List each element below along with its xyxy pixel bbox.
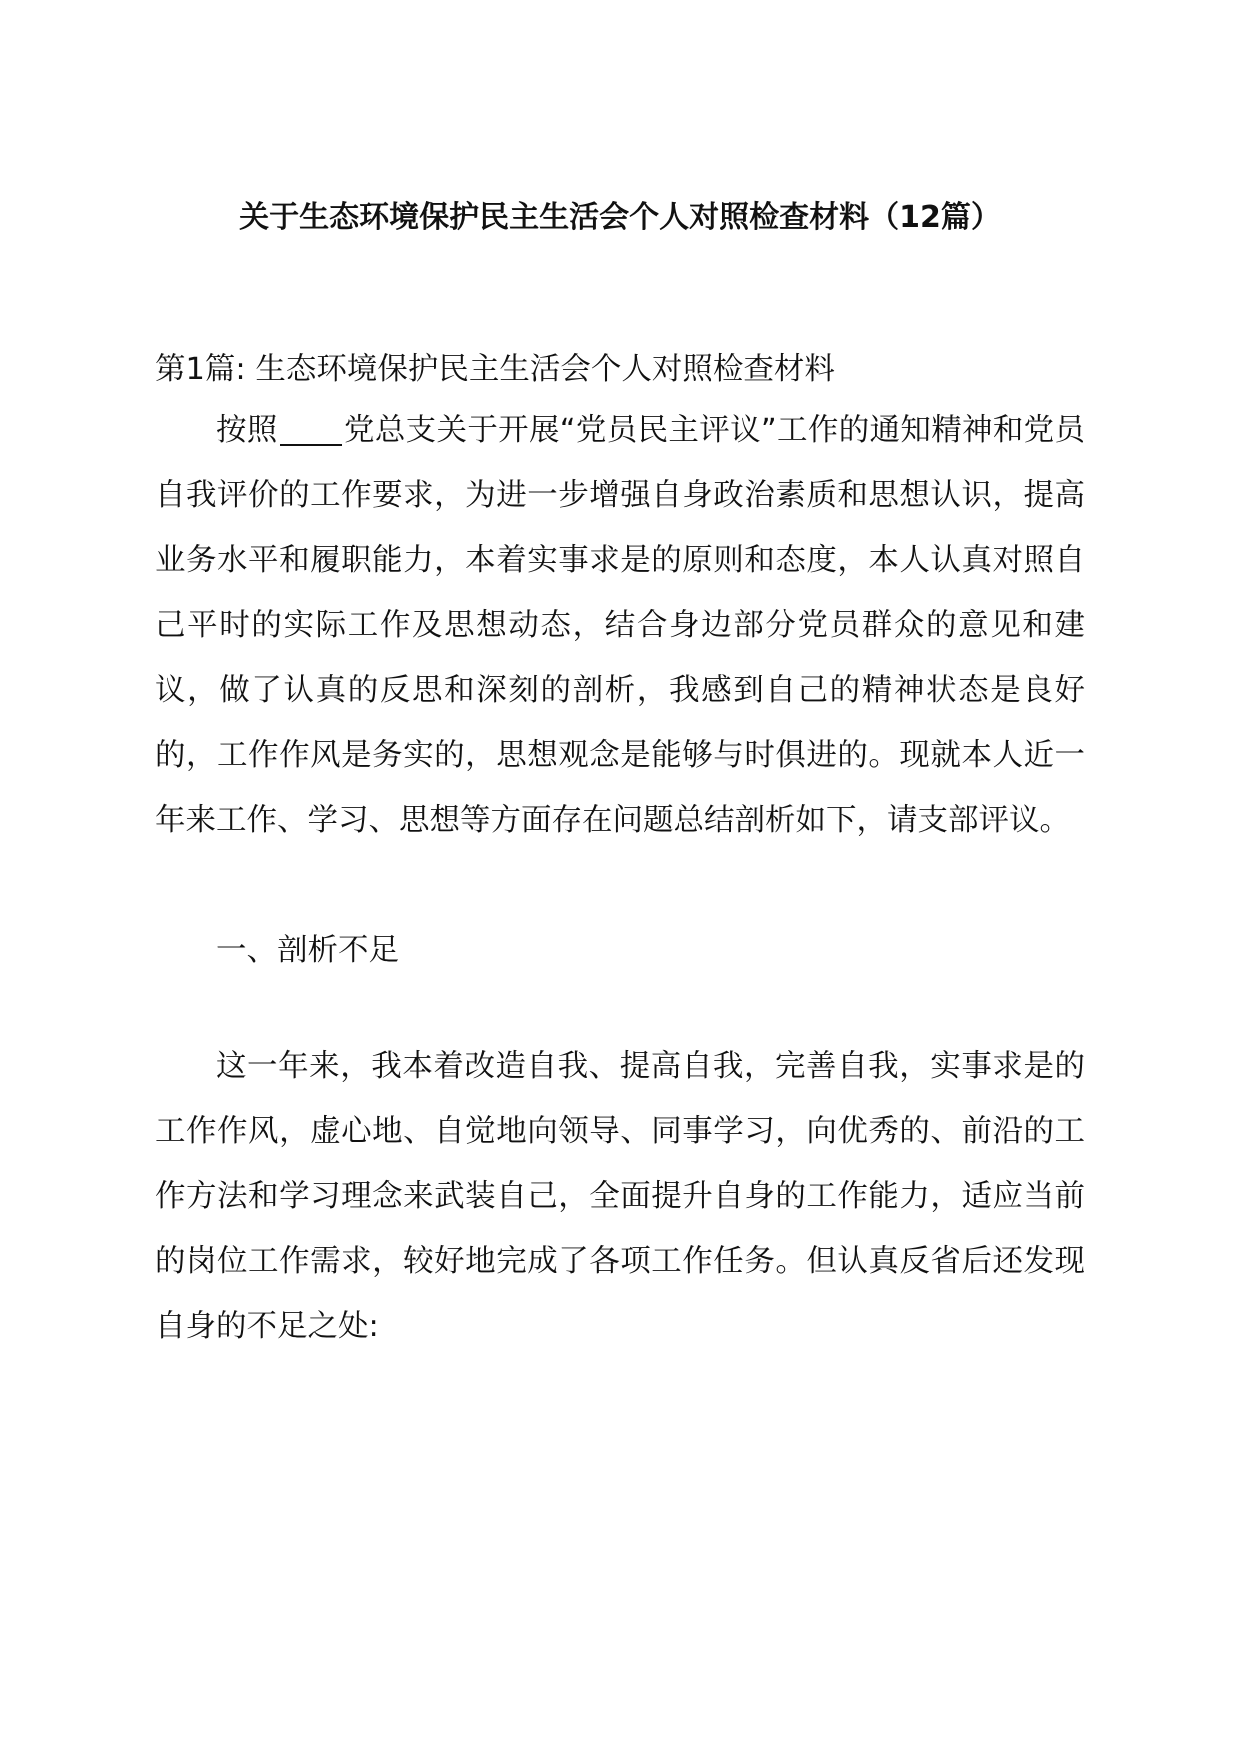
- document-title: 关于生态环境保护民主生活会个人对照检查材料（12篇）: [239, 200, 1001, 235]
- fill-in-blank: [280, 412, 342, 446]
- intro-text-rest: 党总支关于开展“党员民主评议”工作的通知精神和党员自我评价的工作要求，为进一步增强自身政治素质和思想认识，提高业务水平和履职能力，本着实事求是的原则和态度，本人认真对照自己平时的实际工作及思想动态，结合身边部分党员群众的意见和建议，做了认真的反思和深刻的剖析，我感到自己的精神状态是良好的，工作作风是务实的，思想观念是能够与时俱进的。现就本人近一年来工作、学习、思想等方面存在问题总结剖析如下，请支部评议。: [155, 413, 1086, 838]
- chapter-heading: 第1篇: 生态环境保护民主生活会个人对照检查材料: [155, 352, 835, 387]
- section-heading: 一、剖析不足: [216, 933, 399, 968]
- intro-paragraph: [155, 398, 1085, 853]
- intro-text-start: 按照: [216, 413, 278, 448]
- section-paragraph: 这一年来，我本着改造自我、提高自我，完善自我，实事求是的工作作风，虚心地、自觉地向领导、同事学习，向优秀的、前沿的工作方法和学习理念来武装自己，全面提升自身的工作能力，适应当前的岗位工作需求，较好地完成了各项工作任务。但认真反省后还发现自身的不足之处:: [155, 1049, 1085, 1344]
